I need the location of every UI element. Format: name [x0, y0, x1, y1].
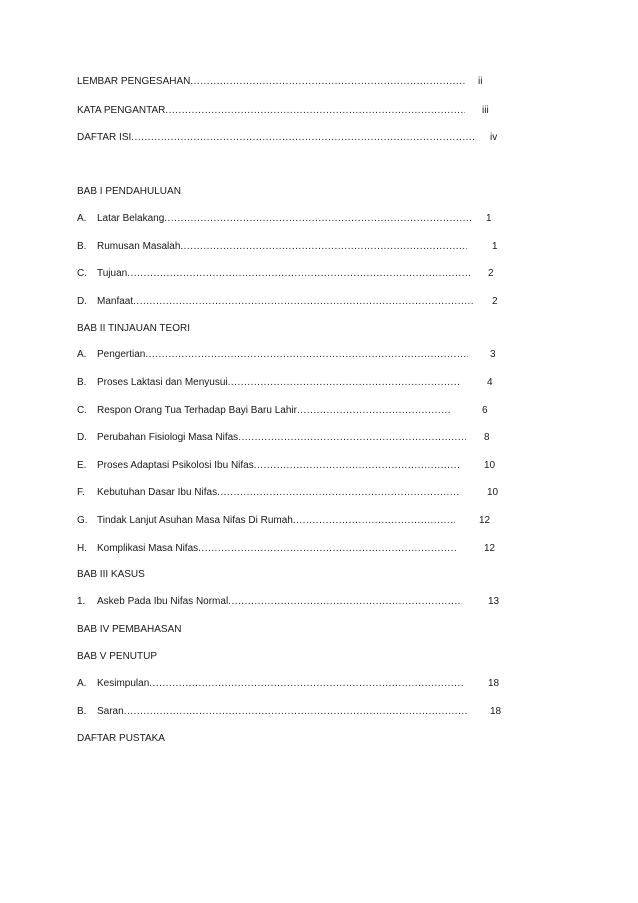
toc-page-number: iv	[490, 132, 498, 143]
toc-page-number: ii	[478, 76, 483, 87]
toc-page-number: 10	[484, 460, 496, 471]
toc-entry-proses-laktasi	[77, 376, 461, 390]
toc-entry-daftar-isi	[77, 131, 475, 145]
toc-page-number: 18	[490, 706, 502, 717]
toc-label: Rumusan Masalah	[97, 241, 181, 252]
daftar-pustaka-heading: DAFTAR PUSTAKA	[77, 733, 165, 744]
toc-entry-tujuan	[77, 267, 472, 281]
chapter-heading-bab-4: BAB IV PEMBAHASAN	[77, 624, 182, 635]
toc-label: Komplikasi Masa Nifas	[97, 543, 199, 554]
toc-page-number: 1	[486, 213, 492, 224]
toc-letter: B.	[77, 706, 87, 717]
toc-page-number: 2	[488, 268, 494, 279]
chapter-heading-bab-1: BAB I PENDAHULUAN	[77, 186, 181, 197]
dot-leader	[254, 459, 461, 473]
toc-letter: B.	[77, 241, 87, 252]
toc-entry-kebutuhan-dasar	[77, 486, 460, 500]
dot-leader	[131, 131, 475, 145]
toc-entry-proses-adaptasi	[77, 459, 461, 473]
toc-label: Tujuan	[97, 268, 128, 279]
toc-label: Askeb Pada Ibu Nifas Normal	[97, 596, 229, 607]
toc-page-number: 1	[492, 241, 498, 252]
toc-letter: 1.	[77, 596, 86, 607]
toc-page-number: 13	[488, 596, 500, 607]
toc-label: LEMBAR PENGESAHAN	[77, 76, 191, 87]
toc-label: Pengertian	[97, 349, 146, 360]
chapter-heading-bab-5: BAB V PENUTUP	[77, 651, 158, 662]
toc-letter: E.	[77, 460, 87, 471]
toc-label: Saran	[97, 706, 124, 717]
dot-leader	[293, 514, 455, 528]
dot-leader	[198, 542, 457, 556]
toc-label: Manfaat	[97, 296, 134, 307]
dot-leader	[228, 595, 462, 609]
toc-entry-kata-pengantar	[77, 104, 465, 118]
toc-letter: C.	[77, 405, 87, 416]
toc-letter: G.	[77, 515, 88, 526]
toc-label: Kesimpulan	[97, 678, 150, 689]
toc-page-number: 12	[479, 515, 491, 526]
dot-leader	[164, 212, 471, 226]
toc-entry-manfaat	[77, 295, 473, 309]
toc-page-number: 6	[482, 405, 488, 416]
chapter-heading-bab-3: BAB III KASUS	[77, 569, 145, 580]
toc-page-number: 18	[488, 678, 500, 689]
toc-label: Respon Orang Tua Terhadap Bayi Baru Lahir	[97, 405, 297, 416]
toc-page-number: 3	[490, 349, 496, 360]
toc-label: Tindak Lanjut Asuhan Masa Nifas Di Rumah	[97, 515, 293, 526]
toc-entry-tindak-lanjut	[77, 514, 455, 528]
toc-entry-pengertian	[77, 348, 468, 362]
toc-entry-komplikasi	[77, 542, 457, 556]
toc-entry-rumusan-masalah	[77, 240, 467, 254]
dot-leader	[190, 75, 465, 89]
toc-label: Latar Belakang	[97, 213, 165, 224]
toc-letter: A.	[77, 213, 87, 224]
toc-letter: F.	[77, 487, 85, 498]
toc-page-number: iii	[482, 105, 489, 116]
toc-letter: D.	[77, 296, 87, 307]
toc-letter: D.	[77, 432, 87, 443]
dot-leader	[133, 295, 473, 309]
toc-letter: C.	[77, 268, 87, 279]
toc-letter: B.	[77, 377, 87, 388]
dot-leader	[217, 486, 460, 500]
toc-label: Kebutuhan Dasar Ibu Nifas	[97, 487, 218, 498]
toc-entry-latar-belakang	[77, 212, 471, 226]
dot-leader	[228, 376, 461, 390]
toc-label: KATA PENGANTAR	[77, 105, 166, 116]
toc-entry-saran	[77, 705, 467, 719]
dot-leader	[145, 348, 468, 362]
toc-entry-perubahan-fisiologi	[77, 431, 466, 445]
toc-entry-lembar-pengesahan	[77, 75, 465, 89]
toc-label: Proses Laktasi dan Menyusui	[97, 377, 228, 388]
toc-entry-kesimpulan	[77, 677, 464, 691]
toc-label: DAFTAR ISI	[77, 132, 132, 143]
toc-letter: A.	[77, 349, 87, 360]
toc-page-number: 12	[484, 543, 496, 554]
toc-letter: H.	[77, 543, 87, 554]
dot-leader	[297, 404, 450, 418]
toc-label: Proses Adaptasi Psikolosi Ibu Nifas	[97, 460, 254, 471]
toc-entry-respon-orang-tua	[77, 404, 450, 418]
toc-entry-askeb-ibu-nifas	[77, 595, 462, 609]
chapter-heading-bab-2: BAB II TINJAUAN TEORI	[77, 323, 190, 334]
dot-leader	[165, 104, 465, 118]
dot-leader	[238, 431, 466, 445]
toc-page-number: 2	[492, 296, 498, 307]
toc-page-number: 10	[487, 487, 499, 498]
dot-leader	[127, 267, 472, 281]
toc-page-number: 8	[484, 432, 490, 443]
toc-label: Perubahan Fisiologi Masa Nifas	[97, 432, 239, 443]
dot-leader	[149, 677, 464, 691]
dot-leader	[180, 240, 467, 254]
toc-letter: A.	[77, 678, 87, 689]
dot-leader	[124, 705, 467, 719]
toc-page-number: 4	[487, 377, 493, 388]
